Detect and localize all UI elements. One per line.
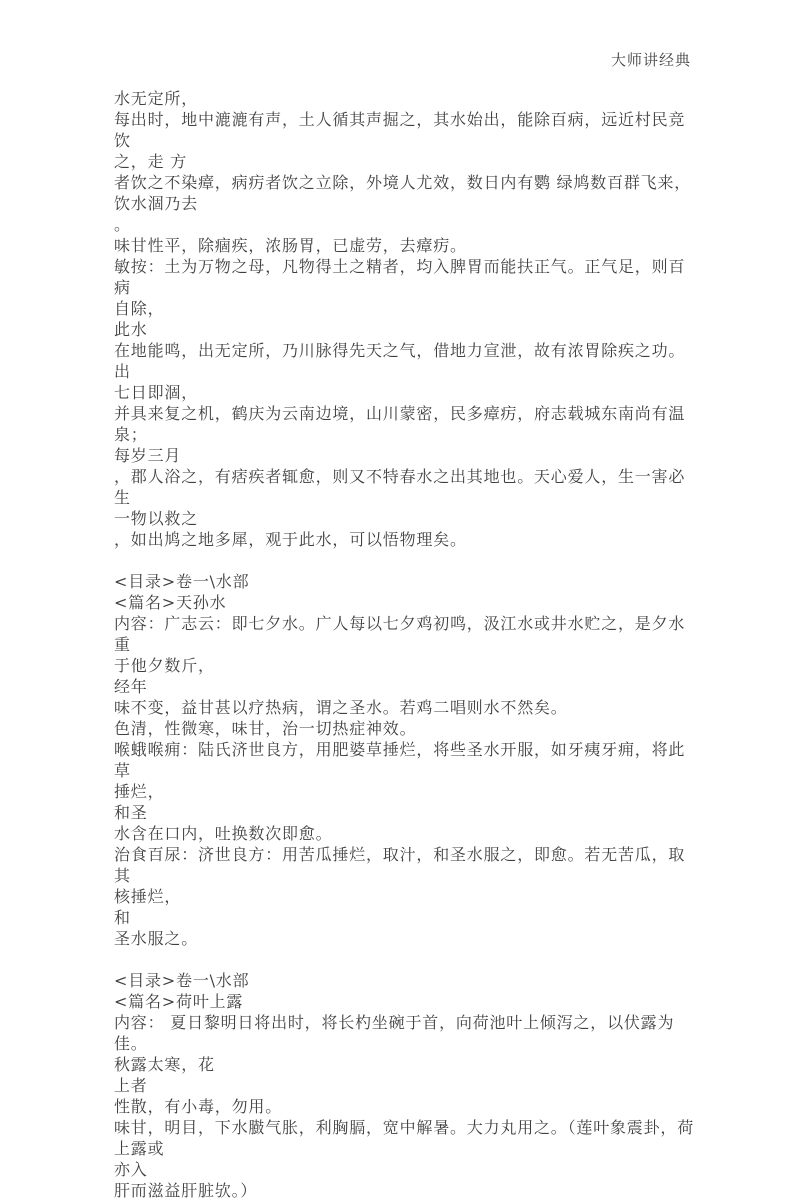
text-line: 于他夕数斤， bbox=[114, 656, 215, 675]
text-line: 性散，有小毒，勿用。 bbox=[114, 1097, 283, 1116]
text-line: 肝而滋益肝脏欤。） bbox=[114, 1181, 258, 1200]
text-line: 七日即涸， bbox=[114, 383, 199, 402]
text-line: 之，走 方 bbox=[114, 152, 188, 171]
text-line: 在地能鸣，出无定所，乃川脉得先天之气，借地力宣泄，故有浓胃除疾之功。出 bbox=[114, 341, 686, 381]
text-line: 捶烂， bbox=[114, 782, 165, 801]
text-line: 饮水涸乃去 bbox=[114, 194, 199, 213]
text-line: 喉蛾喉痈：陆氏济世良方，用肥婆草捶烂，将些圣水开服，如牙痍牙痈，将此草 bbox=[114, 740, 686, 780]
text-line: 敏按：土为万物之母，凡物得土之精者，均入脾胃而能扶正气。正气足，则百病 bbox=[114, 257, 686, 297]
text-line: 秋露太寒，花 bbox=[114, 1055, 215, 1074]
text-line: 治食百尿：济世良方：用苦瓜捶烂，取汁，和圣水服之，即愈。若无苦瓜，取其 bbox=[114, 845, 686, 885]
text-line: 亦入 bbox=[114, 1160, 148, 1179]
text-line: 圣水服之。 bbox=[114, 929, 199, 948]
text-line: 每岁三月 bbox=[114, 446, 182, 465]
page-header-title: 大师讲经典 bbox=[610, 51, 691, 69]
text-line: 每出时，地中漉漉有声，土人循其声掘之，其水始出，能除百病，远近村民竞饮 bbox=[114, 110, 686, 150]
text-line: 一物以救之 bbox=[114, 509, 199, 528]
text-line: 和圣 bbox=[114, 803, 148, 822]
text-line: 经年 bbox=[114, 677, 148, 696]
text-line: 核捶烂， bbox=[114, 887, 182, 906]
text-line: 色清，性微寒，味甘，治一切热症神效。 bbox=[114, 719, 417, 738]
text-line: ，郡人浴之，有痞疾者辄愈，则又不特春水之出其地也。天心爱人，生一害必生 bbox=[114, 467, 686, 507]
text-line: 此水 bbox=[114, 320, 148, 339]
text-line: <目录>卷一\水部 bbox=[114, 572, 250, 591]
text-line: 味甘，明目，下水臌气胀，利胸膈，宽中解暑。大力丸用之。（莲叶象震卦，荷 bbox=[114, 1118, 695, 1137]
text-line: 。 bbox=[114, 215, 131, 234]
text-line: 者饮之不染瘴，病疠者饮之立除，外境人尤效，数日内有鹦 绿鸠数百群飞来， bbox=[114, 173, 692, 192]
text-line: <篇名>荷叶上露 bbox=[114, 992, 244, 1011]
text-line: 并具来复之机，鹤庆为云南边境，山川蒙密，民多瘴疠，府志载城东南尚有温泉； bbox=[114, 404, 686, 444]
text-line: 上者 bbox=[114, 1076, 148, 1095]
text-line: 内容：广志云：即七夕水。广人每以七夕鸡初鸣，汲江水或井水贮之，是夕水重 bbox=[114, 614, 686, 654]
text-line: 味甘性平，除痼疾，浓肠胃，已虚劳，去瘴疠。 bbox=[114, 236, 467, 255]
text-line: 味不变，益甘甚以疗热病，谓之圣水。若鸡二唱则水不然矣。 bbox=[114, 698, 568, 717]
text-line: 和 bbox=[114, 908, 131, 927]
text-line: 自除， bbox=[114, 299, 165, 318]
text-line: 上露或 bbox=[114, 1139, 165, 1158]
text-line: <篇名>天孙水 bbox=[114, 593, 227, 612]
text-line: ，如出鸠之地多犀，观于此水，可以悟物理矣。 bbox=[114, 530, 467, 549]
text-line: <目录>卷一\水部 bbox=[114, 971, 250, 990]
text-line: 水含在口内，吐换数次即愈。 bbox=[114, 824, 333, 843]
text-line: 水无定所， bbox=[114, 89, 199, 108]
text-line bbox=[114, 949, 694, 970]
document-body bbox=[114, 88, 694, 1201]
text-line: 内容： 夏日黎明日将出时，将长杓坐碗于首，向荷池叶上倾泻之，以伏露为佳。 bbox=[114, 1013, 675, 1053]
text-line bbox=[114, 550, 694, 571]
